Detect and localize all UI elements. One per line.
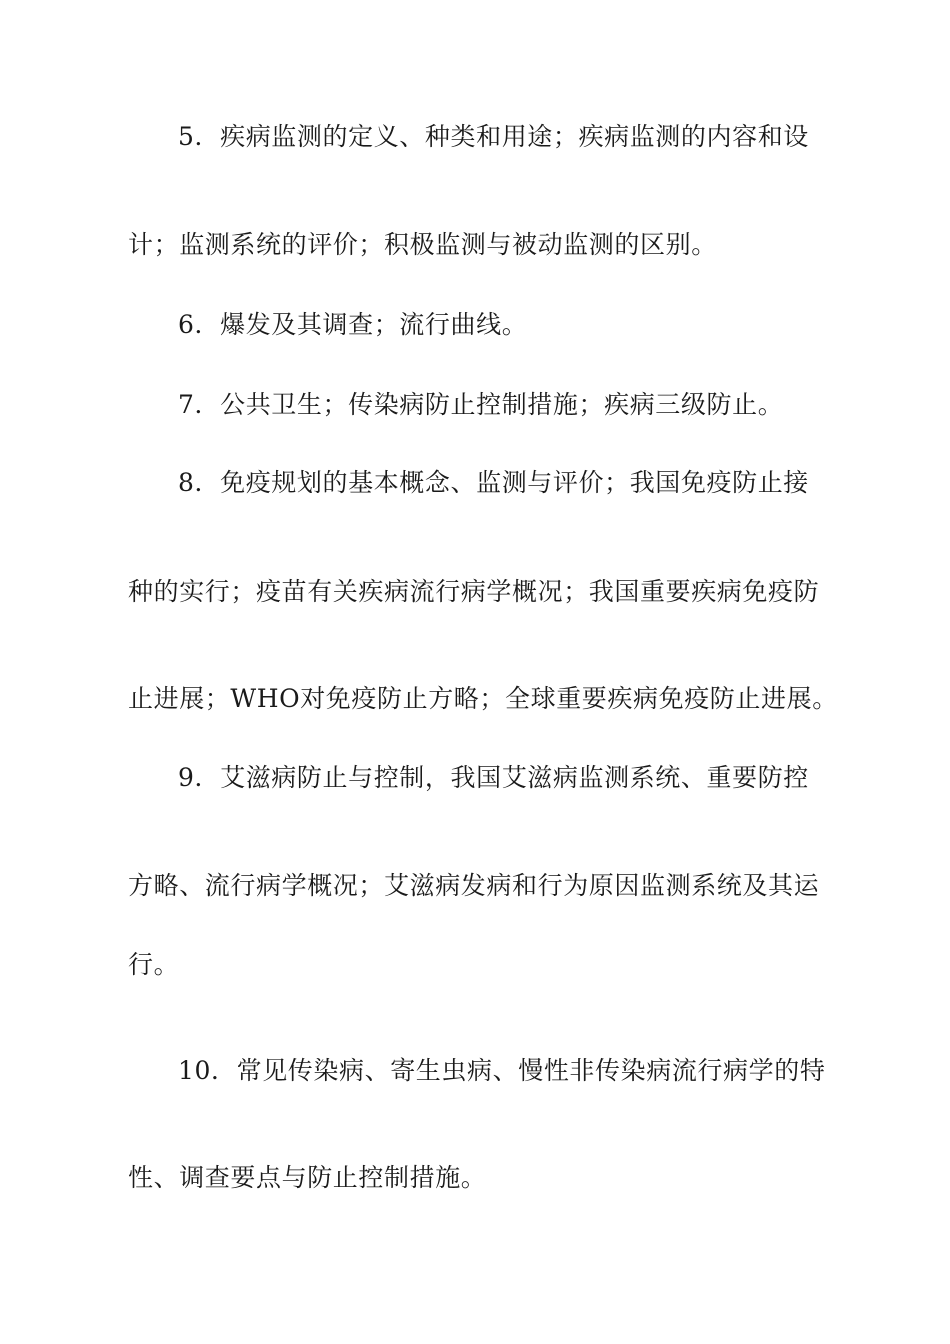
paragraph-9-line-3: 行。: [128, 950, 180, 979]
paragraph-9-line-2: 方略、流行病学概况；艾滋病发病和行为原因监测系统及其运: [128, 871, 820, 900]
paragraph-10-line-1: 10．常见传染病、寄生虫病、慢性非传染病流行病学的特: [178, 1056, 826, 1085]
paragraph-8-line-3: 止进展；WHO对免疫防止方略；全球重要疾病免疫防止进展。: [128, 684, 838, 713]
paragraph-5-line-2: 计；监测系统的评价；积极监测与被动监测的区别。: [128, 230, 717, 259]
paragraph-8-line-2: 种的实行；疫苗有关疾病流行病学概况；我国重要疾病免疫防: [128, 577, 820, 606]
paragraph-9-line-1: 9．艾滋病防止与控制，我国艾滋病监测系统、重要防控: [178, 763, 809, 792]
paragraph-8-line-1: 8．免疫规划的基本概念、监测与评价；我国免疫防止接: [178, 468, 809, 497]
paragraph-10-line-2: 性、调查要点与防止控制措施。: [128, 1163, 487, 1192]
paragraph-5-line-1: 5．疾病监测的定义、种类和用途；疾病监测的内容和设: [178, 122, 809, 151]
paragraph-6-line-1: 6．爆发及其调查；流行曲线。: [178, 310, 528, 339]
paragraph-7-line-1: 7．公共卫生；传染病防止控制措施；疾病三级防止。: [178, 390, 784, 419]
